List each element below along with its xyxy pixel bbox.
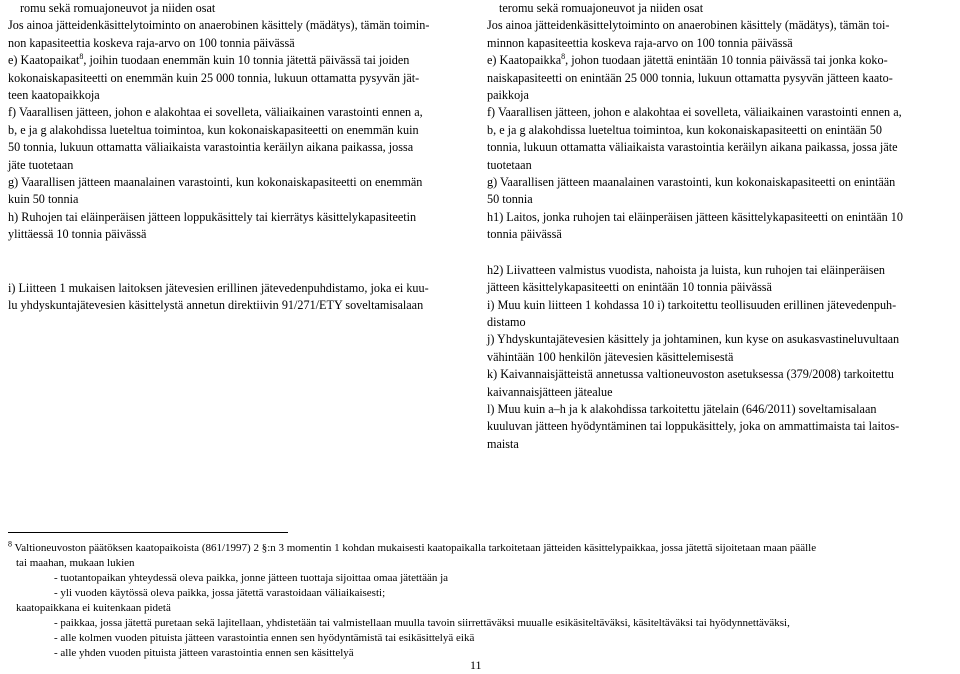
right-e-footnote-ref[interactable]: 8 [561,52,566,62]
footnote-line-1 [8,541,953,556]
left-paragraph-anaerobic: Jos ainoa jätteidenkäsittelytoiminto on anaerobinen käsittely (mädätys), tämän toimin- non kapasiteettia koskeva raja-arvo on 100 tonnia päivässä [8,18,430,50]
left-paragraph-h: h) Ruhojen tai eläinperäisen jätteen loppukäsittely tai kierrätys käsittelykapasiteetin ylittäessä 10 tonnia päivässä [8,209,417,242]
right-column [487,0,950,453]
left-column [8,0,470,315]
left-e-text-rest: , joihin tuodaan enemmän kuin 10 tonnia jätettä päivässä tai joiden kokonaiskapasiteetti on enemmän kuin 25 000 tonnia, lukuun ottamatta pysyvän jät- teen kaatopaikkoja [8,53,420,103]
right-spacer [487,244,950,262]
footnote-line-7: - alle kolmen vuoden pituista jätteen varastointia ennen sen hyödyntämistä tai esikäsittelyä eikä [54,632,475,644]
right-paragraph-j: j) Yhdyskuntajätevesien käsittely ja johtaminen, kun kyse on asukasvastineluvultaan vähintään 100 henkilön jätevesien käsittelemisestä [487,332,900,364]
footnote-line-8: - alle yhden vuoden pituista jätteen varastointia ennen sen käsittelyä [54,647,354,659]
footnote [8,541,953,661]
left-e-footnote-ref[interactable]: 8 [79,52,84,62]
footnote-line-4: - yli vuoden käytössä oleva paikka, jossa jätettä varastoidaan väliaikaisesti; [54,587,386,599]
left-paragraph-i: i) Liitteen 1 mukaisen laitoksen jätevesien erillinen jätevedenpuhdistamo, joka ei kuu- lu yhdyskuntajätevesien käsittelystä annetun direktiivin 91/271/ETY soveltamisalaan [8,280,429,313]
page-number: 11 [470,658,482,672]
right-e-text: e) Kaatopaikka [487,53,562,68]
footnote-marker: 8 [8,539,12,549]
left-spacer [8,244,470,280]
right-paragraph-anaerobic: Jos ainoa jätteidenkäsittelytoiminto on anaerobinen käsittely (mädätys), tämän toi- minnon kapasiteettia koskeva raja-arvo on 100 tonnia päivässä [487,18,890,50]
right-paragraph-h1: h1) Laitos, jonka ruhojen tai eläinperäisen jätteen käsittelykapasiteetti on enintään 10 tonnia päivässä [487,209,903,242]
right-paragraph-h2: h2) Liivatteen valmistus vuodista, nahoista ja luista, kun ruhojen tai eläinperäisen jätteen käsittelykapasiteetti on enintään 10 tonnia päivässä [487,262,886,295]
left-e-text: e) Kaatopaikat [8,53,80,68]
footnote-text-1: Valtioneuvoston päätöksen kaatopaikoista (861/1997) 2 §:n 3 momentin 1 kohdan mukaisesti kaatopaikalla tarkoitetaan jätteiden käsittelypaikkaa, jossa jätettä sijoitetaan maan päälle [12,542,817,554]
right-e-text-rest: , johon tuodaan jätettä enintään 10 tonnia päivässä tai jonka koko- naiskapasiteetti on enintään 25 000 tonnia, lukuun ottamatta pysyvän jätteen kaato- paikkoja [487,53,893,103]
right-paragraph-i: i) Muu kuin liitteen 1 kohdassa 10 i) tarkoitettu teollisuuden erillinen jätevedenpuh- distamo [487,297,897,329]
right-paragraph-l: l) Muu kuin a–h ja k alakohdissa tarkoitettu jätelain (646/2011) soveltamisalaan kuuluvan jätteen hyödyntäminen tai loppukäsittely, joka on ammattimaista tai laitos- maista [487,401,900,451]
right-paragraph-g: g) Vaarallisen jätteen maanalainen varastointi, kun kokonaiskapasiteetti on enintään 50 tonnia [487,175,896,207]
left-paragraph-f: f) Vaarallisen jätteen, johon e alakohtaa ei sovelleta, väliaikainen varastointi ennen a, b, e ja g alakohdissa lueteltua toimintoa, kun kokonaiskapasiteetti on enemmän kuin 50 tonnia, lukuun ottamatta väliaikaista varastointia keräilyn aikana paikassa, jossa jäte tuotetaan [8,105,423,172]
left-paragraph-g: g) Vaarallisen jätteen maanalainen varastointi, kun kokonaiskapasiteetti on enemmän kuin 50 tonnia [8,175,423,207]
footnote-line-3: - tuotantopaikan yhteydessä oleva paikka, jonne jätteen tuottaja sijoittaa omaa jätettään ja [54,572,449,584]
right-paragraph-k: k) Kaivannaisjätteistä annetussa valtioneuvoston asetuksessa (379/2008) tarkoitettu kaivannaisjätteen jätealue [487,367,894,399]
left-paragraph-e [8,52,470,104]
footnote-line-5: kaatopaikkana ei kuitenkaan pidetä [16,602,171,614]
right-paragraph-f: f) Vaarallisen jätteen, johon e alakohtaa ei sovelleta, väliaikainen varastointi ennen a, b, e ja g alakohdissa lueteltua toimintoa, kun kokonaiskapasiteetti on enintään 50 tonnia, lukuun ottamatta väliaikaista varastointia keräilyn aikana paikassa, jossa jäte tuotetaan [487,105,902,172]
right-heading: teromu sekä romuajoneuvot ja niiden osat [499,1,704,15]
footnote-line-6: - paikkaa, jossa jätettä puretaan sekä lajitellaan, yhdistetään tai valmistellaan muulla tavoin siirrettäväksi muualle esikäsiteltäväksi, käsiteltäväksi tai hyödynnettäväksi, [54,617,790,629]
left-heading: romu sekä romuajoneuvot ja niiden osat [20,1,216,15]
right-paragraph-e [487,52,950,104]
footnote-divider [8,532,288,533]
footnote-line-2: tai maahan, mukaan lukien [16,557,135,569]
